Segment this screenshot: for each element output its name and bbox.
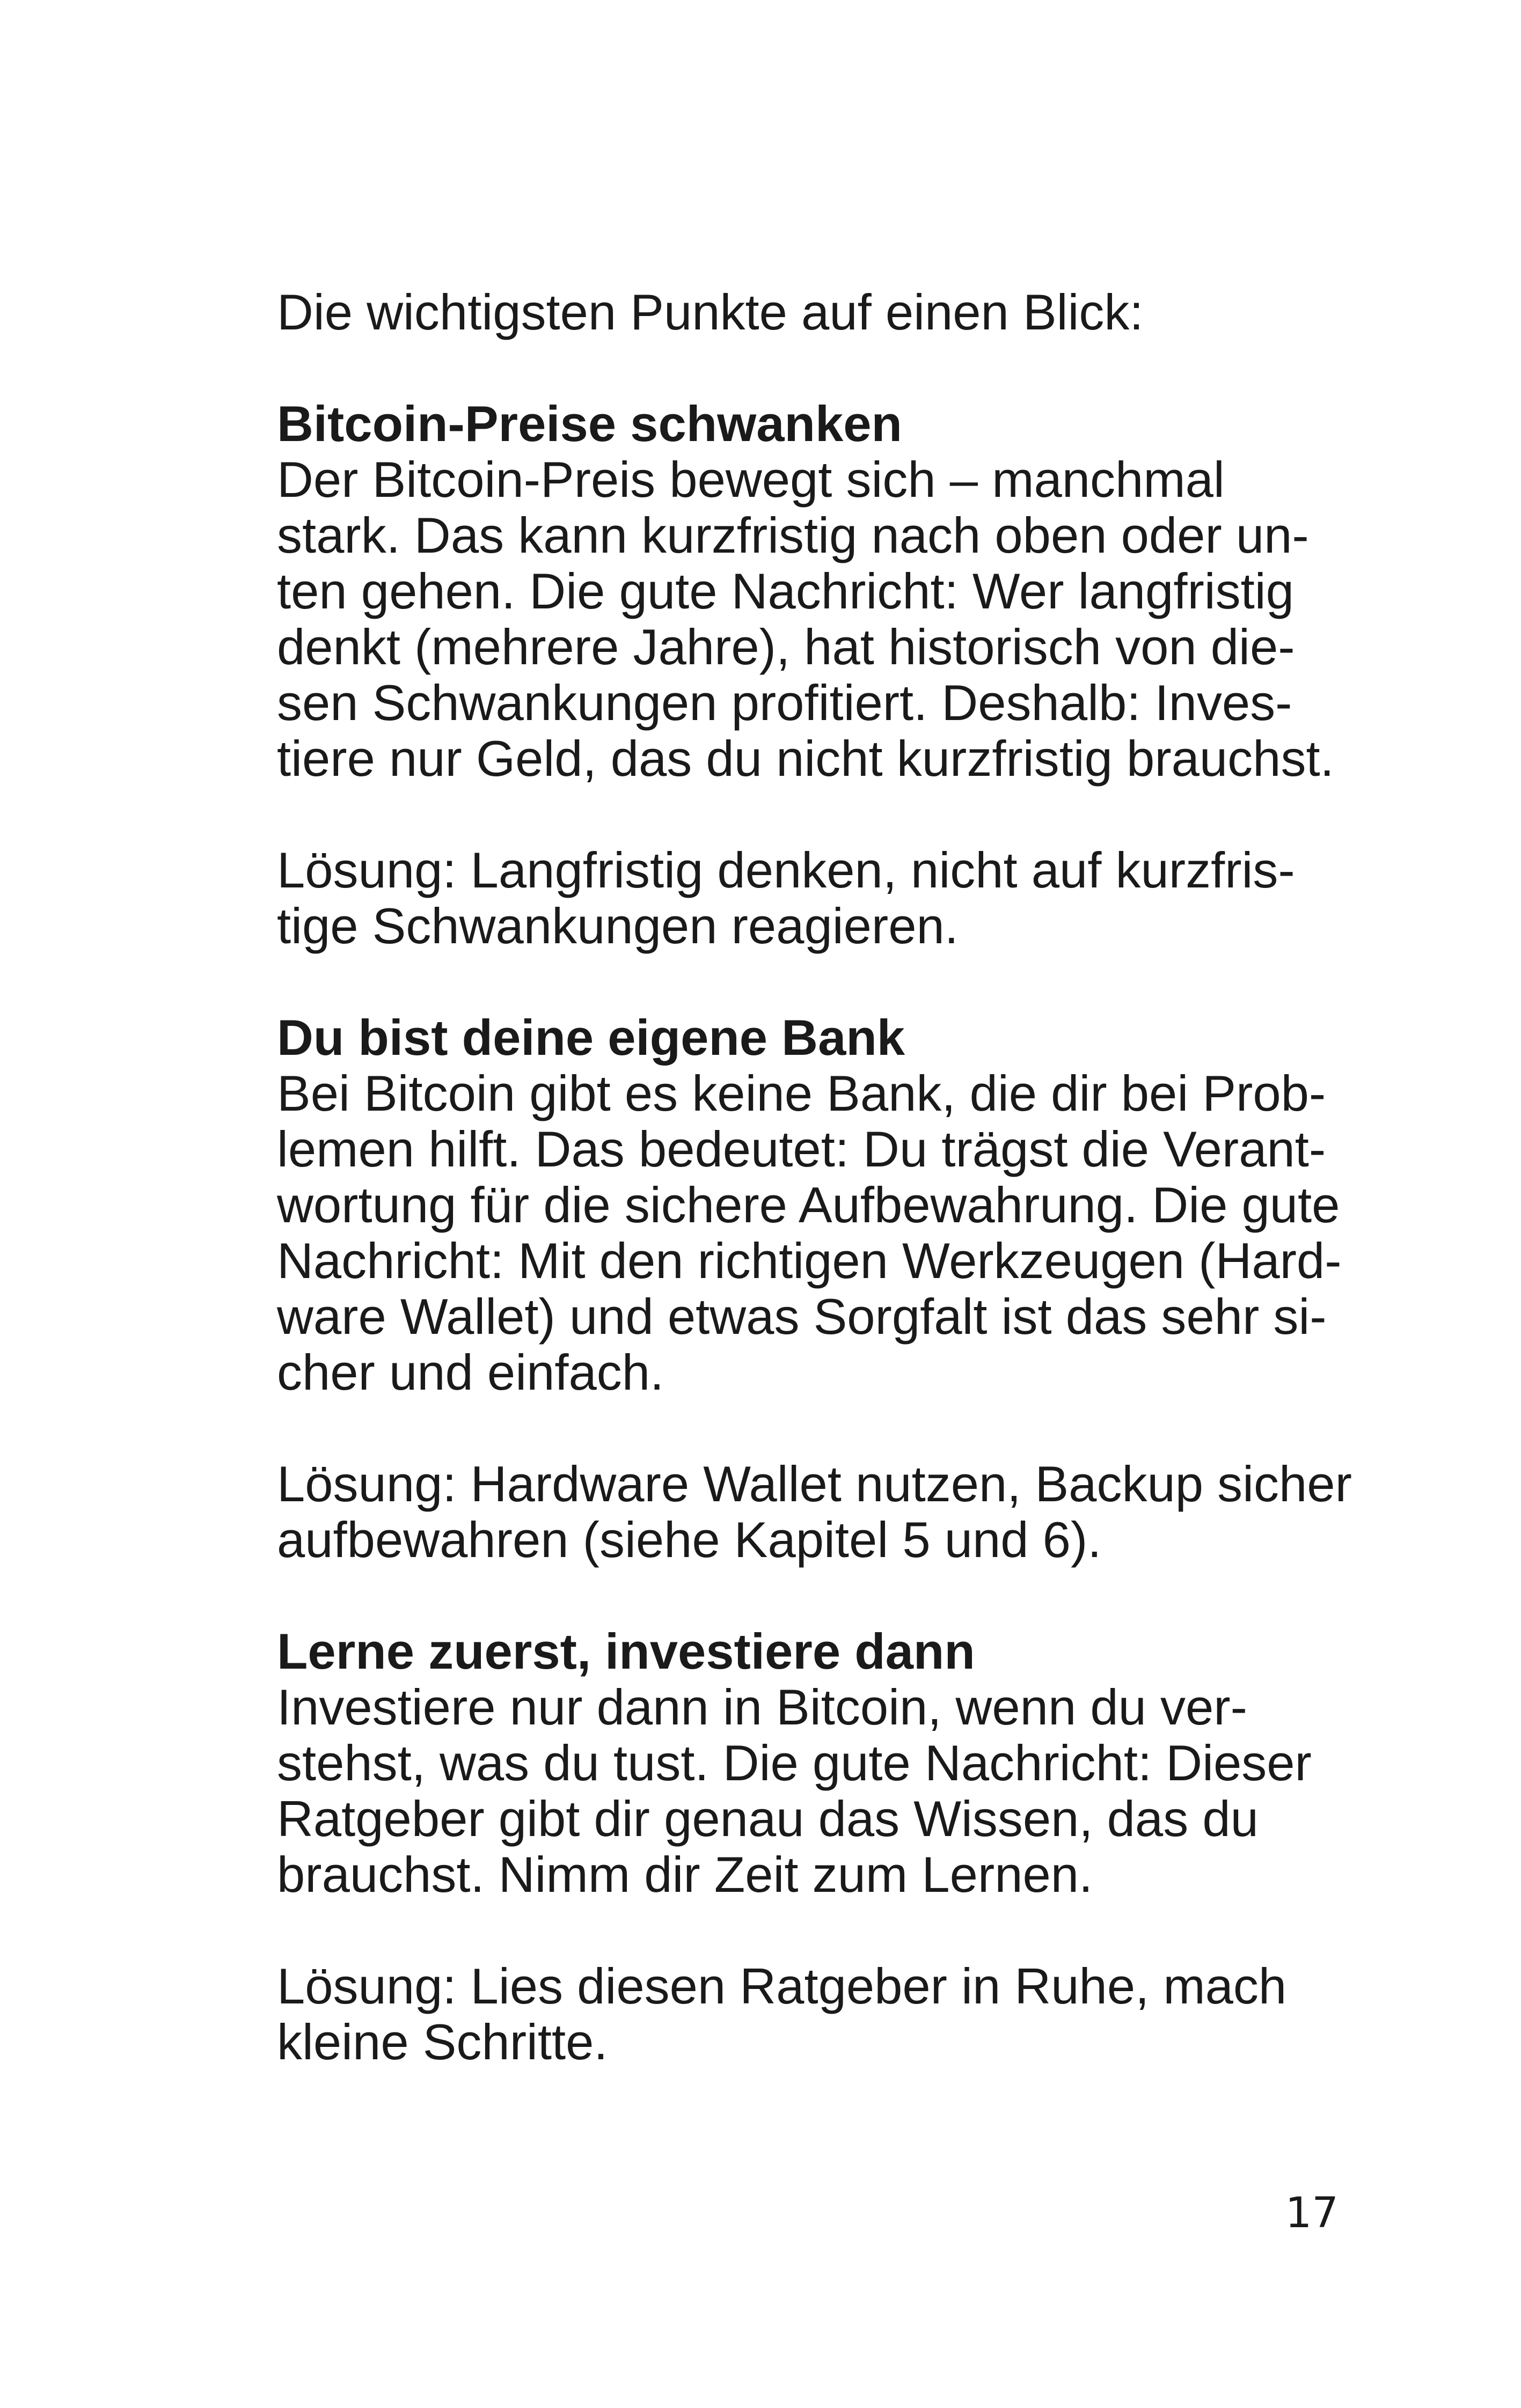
body-line: stark. Das kann kurzfristig nach oben oder un- [277,507,1309,563]
body-line: stehst, was du tust. Die gute Nachricht: Dieser [277,1735,1312,1791]
section-price-volatility [277,396,1350,954]
section-learn-first [277,1624,1350,2070]
body-line: Nachricht: Mit den richtigen Werkzeugen (Hard- [277,1232,1342,1289]
spacer [277,340,1350,396]
body-line: wortung für die sichere Aufbewahrung. Die gute [277,1177,1340,1233]
spacer [277,787,1350,842]
section-heading: Lerne zuerst, investiere dann [277,1623,975,1679]
spacer [277,1400,1350,1456]
solution-line: aufbewahren (siehe Kapitel 5 und 6). [277,1511,1102,1568]
spacer [277,1903,1350,1958]
solution-line: Lösung: Hardware Wallet nutzen, Backup sicher [277,1456,1352,1512]
body-line: tiere nur Geld, das du nicht kurzfristig brauchst. [277,730,1334,787]
body-line: brauchst. Nimm dir Zeit zum Lernen. [277,1846,1093,1903]
body-line: Bei Bitcoin gibt es keine Bank, die dir bei Prob- [277,1065,1326,1121]
solution-line: kleine Schritte. [277,2014,608,2070]
body-line: Ratgeber gibt dir genau das Wissen, das du [277,1790,1259,1847]
solution-line: Lösung: Lies diesen Ratgeber in Ruhe, mach [277,1958,1287,2014]
body-line: cher und einfach. [277,1344,664,1400]
solution-line: Lösung: Langfristig denken, nicht auf kurzfris- [277,842,1295,898]
intro-text: Die wichtigsten Punkte auf einen Blick: [277,284,1144,340]
body-line: Der Bitcoin-Preis bewegt sich – manchmal [277,451,1225,508]
body-line: sen Schwankungen profitiert. Deshalb: Inves- [277,674,1292,731]
body-line: Investiere nur dann in Bitcoin, wenn du ver- [277,1679,1247,1735]
page-number: 17 [1285,2189,1339,2237]
solution-line: tige Schwankungen reagieren. [277,898,959,954]
spacer [277,1568,1350,1624]
body-line: denkt (mehrere Jahre), hat historisch von die- [277,619,1295,675]
spacer [277,954,1350,1010]
body-line: lemen hilft. Das bedeutet: Du trägst die Verant- [277,1121,1326,1177]
body-line: ware Wallet) und etwas Sorgfalt ist das sehr si- [277,1288,1327,1345]
body-line: ten gehen. Die gute Nachricht: Wer langfristig [277,563,1294,619]
page-content [277,284,1350,2070]
section-heading: Du bist deine eigene Bank [277,1009,905,1066]
section-own-bank [277,1010,1350,1568]
section-heading: Bitcoin-Preise schwanken [277,395,902,452]
